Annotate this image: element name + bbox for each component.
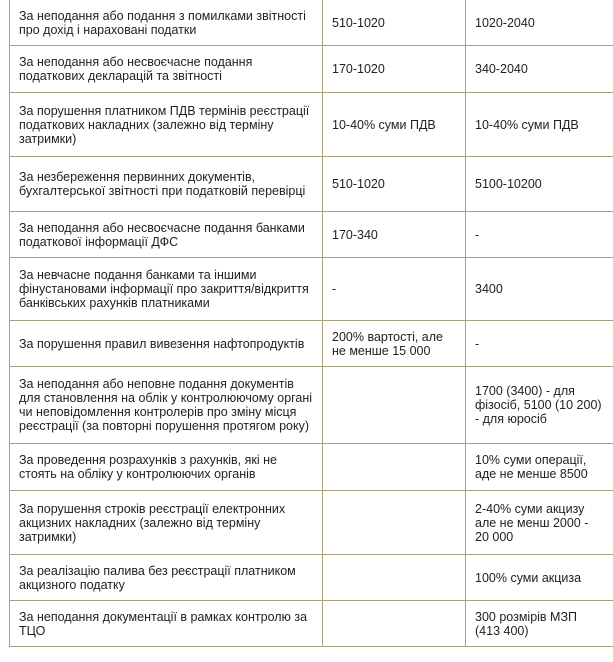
- table-row: [10, 601, 613, 647]
- table-row: [10, 258, 613, 321]
- fine-first-cell: [323, 367, 466, 444]
- violation-cell: За реалізацію палива без реєстрації платником акцизного податку: [10, 555, 323, 601]
- fine-first-cell: [323, 555, 466, 601]
- violation-cell: За порушення платником ПДВ термінів реєстрації податкових накладних (залежно від терміну затримки): [10, 93, 323, 157]
- fine-first-cell: 170-340: [323, 212, 466, 258]
- table-row: [10, 491, 613, 555]
- table-row: [10, 0, 613, 46]
- fines-table: [9, 0, 613, 647]
- table-row: [10, 555, 613, 601]
- violation-cell: За неподання або несвоєчасне подання банками податкової інформації ДФС: [10, 212, 323, 258]
- table-row: [10, 46, 613, 93]
- fine-repeat-cell: 100% суми акциза: [466, 555, 613, 601]
- fine-first-cell: -: [323, 258, 466, 321]
- fine-repeat-cell: -: [466, 212, 613, 258]
- violation-cell: За неподання або неповне подання документів для становлення на облік у контролюючому органі чи неповідомлення контролерів про зміну місця реєстрації (за повторні порушення протягом року): [10, 367, 323, 444]
- table-row: [10, 367, 613, 444]
- fine-repeat-cell: -: [466, 321, 613, 367]
- fine-repeat-cell: 10-40% суми ПДВ: [466, 93, 613, 157]
- violation-cell: За порушення строків реєстрації електронних акцизних накладних (залежно від терміну затримки): [10, 491, 323, 555]
- fine-first-cell: 510-1020: [323, 0, 466, 46]
- violation-cell: За порушення правил вивезення нафтопродуктів: [10, 321, 323, 367]
- fine-first-cell: 200% вартості, але не менше 15 000: [323, 321, 466, 367]
- fine-first-cell: [323, 491, 466, 555]
- table-row: [10, 444, 613, 491]
- fine-first-cell: 170-1020: [323, 46, 466, 93]
- violation-cell: За незбереження первинних документів, бухгалтерської звітності при податковій перевірці: [10, 157, 323, 212]
- table-row: [10, 321, 613, 367]
- fine-first-cell: [323, 601, 466, 647]
- violation-cell: За неподання документації в рамках контролю за ТЦО: [10, 601, 323, 647]
- table-row: [10, 157, 613, 212]
- table-row: [10, 212, 613, 258]
- violation-cell: За проведення розрахунків з рахунків, які не стоять на обліку у контролюючих органів: [10, 444, 323, 491]
- fine-repeat-cell: 2-40% суми акцизу але не менш 2000 - 20 000: [466, 491, 613, 555]
- violation-cell: За неподання або несвоєчасне подання податкових декларацій та звітності: [10, 46, 323, 93]
- table-row: [10, 93, 613, 157]
- fine-repeat-cell: 10% суми операції, аде не менше 8500: [466, 444, 613, 491]
- fine-first-cell: [323, 444, 466, 491]
- fine-first-cell: 10-40% суми ПДВ: [323, 93, 466, 157]
- fine-first-cell: 510-1020: [323, 157, 466, 212]
- fine-repeat-cell: 340-2040: [466, 46, 613, 93]
- fine-repeat-cell: 3400: [466, 258, 613, 321]
- violation-cell: За неподання або подання з помилками звітності про дохід і нараховані податки: [10, 0, 323, 46]
- fine-repeat-cell: 5100-10200: [466, 157, 613, 212]
- fine-repeat-cell: 1020-2040: [466, 0, 613, 46]
- fine-repeat-cell: 1700 (3400) - для фізосіб, 5100 (10 200) - для юросіб: [466, 367, 613, 444]
- violation-cell: За невчасне подання банками та іншими фінустановами інформації про закриття/відкриття банківських рахунків платниками: [10, 258, 323, 321]
- fine-repeat-cell: 300 розмірів МЗП (413 400): [466, 601, 613, 647]
